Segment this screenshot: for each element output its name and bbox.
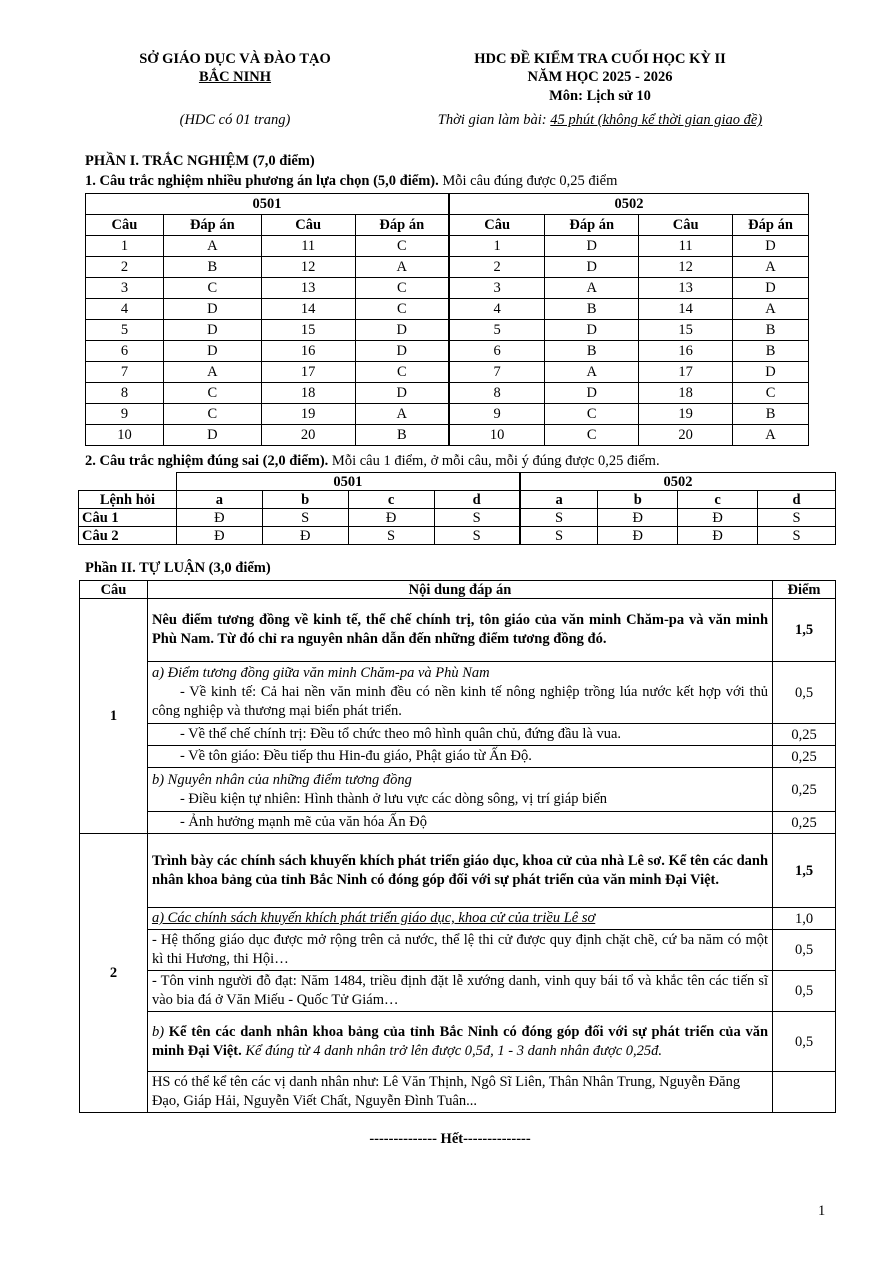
mc-header-cell: Đáp án [733,215,809,236]
ts-code-row [79,473,836,491]
mc-cell: B [545,341,639,362]
subject-title: Môn: Lịch sử 10 [549,88,651,104]
ts-cell: S [434,509,520,527]
true-false-table [78,472,836,545]
ts-cell: Đ [348,509,434,527]
ts-header-cell: b [262,491,348,509]
q1-b2-row [80,812,836,834]
mc-cell: D [355,383,449,404]
mc-row [86,236,809,257]
section1-bold-text: 1. Câu trắc nghiệm nhiều phương án lựa chọn (5,0 điểm). [85,173,439,189]
mc-cell: D [355,320,449,341]
ts-cell: Đ [678,527,758,545]
mc-cell: 2 [86,257,164,278]
q1-a2-text: - Về thể chế chính trị: Đều tổ chức theo mô hình quân chủ, đứng đầu là vua. [147,724,772,746]
department-province [100,69,370,86]
mc-cell: 16 [261,341,355,362]
mc-cell: 16 [639,341,733,362]
q2-names-text: HS có thể kể tên các vị danh nhân như: Lê Văn Thịnh, Ngô Sĩ Liên, Thân Nhân Trung, Nguyễn Đăng Đạo, Giáp Hải, Nguyễn Viết Chất, Nguyễn Đình Tuân... [147,1072,772,1113]
mc-cell: 2 [449,257,545,278]
mc-cell: A [733,425,809,446]
ts-cell: Đ [176,509,262,527]
q2-a1-text: - Hệ thống giáo dục được mở rộng trên cả nước, thể lệ thi cử được quy định chặt chẽ, cứ ba năm có một kì thi Hương, thi Hội… [147,930,772,971]
q1-a1-points: 0,5 [773,662,836,724]
mc-cell: A [163,362,261,383]
q1-a1-text: - Về kinh tế: Cả hai nền văn minh đều có nền kinh tế nông nghiệp trồng lúa nước kết hợp với thủ công nghiệp và thương mại biển phát triển. [151,684,769,719]
q1-a3-row [80,746,836,768]
part1-section2-heading [85,453,845,470]
q1-b1-row [80,768,836,812]
mc-row [86,299,809,320]
essay-header-row [80,581,836,599]
mc-cell: D [733,362,809,383]
mc-cell: 10 [86,425,164,446]
mc-cell: 8 [449,383,545,404]
q1-b-heading: b) Nguyên nhân của những điểm tương đồng [151,771,412,788]
q2-a1-row [80,930,836,971]
ts-row [79,527,836,545]
part1-title: PHẦN I. TRẮC NGHIỆM (7,0 điểm) [85,153,315,169]
mc-cell: D [545,257,639,278]
mc-cell: 11 [639,236,733,257]
essay-header-content: Nội dung đáp án [147,581,772,599]
ts-row-label: Câu 2 [79,527,177,545]
q2-b-scoring-note: Kể đúng từ 4 danh nhân trở lên được 0,5đ, 1 - 3 danh nhân được 0,25đ. [241,1042,663,1059]
mc-header-cell: Đáp án [545,215,639,236]
q2-prompt: Trình bày các chính sách khuyến khích phát triển giáo dục, khoa cử của nhà Lê sơ. Kể tên các danh nhân khoa bảng của tỉnh Bắc Ninh có đóng góp đối với sự phát triển của văn minh Đại Việt. [147,834,772,908]
q2-b-label: b) [151,1023,169,1040]
ts-cell: Đ [598,527,678,545]
mc-code-row [86,194,809,215]
mc-cell: 7 [449,362,545,383]
mc-cell: A [545,362,639,383]
q1-number: 1 [80,599,148,834]
mc-cell: C [733,383,809,404]
ts-header-cell: d [434,491,520,509]
mc-cell: 1 [449,236,545,257]
q1-b2-points: 0,25 [773,812,836,834]
exam-time [390,112,810,129]
section2-note: Mỗi câu 1 điểm, ở mỗi câu, mỗi ý đúng được 0,25 điểm. [328,453,660,469]
mc-cell: 13 [639,278,733,299]
q2-prompt-row [80,834,836,908]
q1-b2-text: - Ảnh hưởng mạnh mẽ của văn hóa Ấn Độ [147,812,772,834]
mc-cell: B [733,320,809,341]
ts-blank-corner [79,473,177,491]
q2-a-heading-row [80,908,836,930]
q2-a2-row [80,971,836,1012]
q1-part-b [147,768,772,812]
mc-cell: C [163,278,261,299]
q2-b-row [80,1012,836,1072]
mc-cell: 18 [639,383,733,404]
q1-a3-points: 0,25 [773,746,836,768]
mc-cell: 6 [449,341,545,362]
q2-a2-points: 0,5 [773,971,836,1012]
mc-code-0502: 0502 [449,194,809,215]
page-number: 1 [818,1203,826,1219]
mc-header-cell: Câu [639,215,733,236]
mc-cell: C [163,404,261,425]
ts-header-cell: Lệnh hỏi [79,491,177,509]
ts-header-cell: c [348,491,434,509]
part1-section1-heading [85,173,845,190]
ts-cell: S [758,527,836,545]
mc-cell: 5 [449,320,545,341]
mc-cell: C [355,236,449,257]
mc-cell: 3 [86,278,164,299]
mc-row [86,278,809,299]
mc-cell: 18 [261,383,355,404]
ts-code-0501: 0501 [176,473,520,491]
mc-cell: A [733,257,809,278]
q1-a3-text: - Về tôn giáo: Đều tiếp thu Hin-đu giáo, Phật giáo từ Ấn Độ. [147,746,772,768]
mc-cell: B [733,404,809,425]
mc-cell: 12 [261,257,355,278]
mc-cell: 17 [639,362,733,383]
mc-cell: D [355,341,449,362]
ts-cell: S [520,509,598,527]
mc-row [86,362,809,383]
q1-b1-text: - Điều kiện tự nhiên: Hình thành ở lưu vực các dòng sông, vị trí giáp biển [179,790,608,807]
q1-a2-row [80,724,836,746]
q2-a-heading: a) Các chính sách khuyến khích phát triển giáo dục, khoa cử của triều Lê sơ [147,908,772,930]
answer-key-page-note: (HDC có 01 trang) [179,112,291,128]
document-title: HDC ĐỀ KIỂM TRA CUỐI HỌC KỲ II [474,51,726,67]
mc-cell: 8 [86,383,164,404]
exam-time-value: 45 phút (không kể thời gian giao đề) [550,112,763,128]
q2-prompt-points: 1,5 [773,834,836,908]
mc-cell: 9 [449,404,545,425]
ts-code-0502: 0502 [520,473,836,491]
essay-header-question: Câu [80,581,148,599]
mc-cell: C [355,362,449,383]
mc-cell: 3 [449,278,545,299]
q1-part-a [147,662,772,724]
q1-prompt-row [80,599,836,662]
q2-number: 2 [80,834,148,1113]
q2-names-points-empty [773,1072,836,1113]
mc-cell: 4 [86,299,164,320]
ts-cell: S [262,509,348,527]
province-label: BẮC NINH [198,69,272,85]
mc-cell: A [545,278,639,299]
mc-cell: 13 [261,278,355,299]
q1-b1-points: 0,25 [773,768,836,812]
mc-cell: 10 [449,425,545,446]
mc-cell: 4 [449,299,545,320]
mc-cell: A [355,257,449,278]
mc-cell: B [355,425,449,446]
mc-row [86,404,809,425]
q2-a1-points: 0,5 [773,930,836,971]
mc-cell: 11 [261,236,355,257]
mc-cell: 7 [86,362,164,383]
ts-cell: Đ [262,527,348,545]
mc-cell: 19 [639,404,733,425]
ts-header-cell: a [176,491,262,509]
mc-cell: D [163,425,261,446]
mc-cell: A [733,299,809,320]
ts-header-row [79,491,836,509]
mc-row [86,425,809,446]
ts-cell: S [520,527,598,545]
mc-cell: B [163,257,261,278]
ts-header-cell: c [678,491,758,509]
mc-cell: D [733,236,809,257]
multiple-choice-table [85,193,809,446]
mc-cell: 9 [86,404,164,425]
mc-cell: 5 [86,320,164,341]
ts-cell: Đ [678,509,758,527]
q1-a-heading: a) Điểm tương đồng giữa văn minh Chăm-pa và Phù Nam [151,665,490,681]
mc-row [86,257,809,278]
ts-cell: Đ [176,527,262,545]
q1-a1-row [80,662,836,724]
q2-names-row [80,1072,836,1113]
school-year: NĂM HỌC 2025 - 2026 [527,69,673,85]
mc-cell: C [545,404,639,425]
end-marker: -------------- Hết-------------- [369,1131,531,1147]
section1-note: Mỗi câu đúng được 0,25 điểm [438,173,618,189]
mc-cell: 17 [261,362,355,383]
q2-a-points: 1,0 [773,908,836,930]
q1-prompt: Nêu điểm tương đồng về kinh tế, thể chế chính trị, tôn giáo của văn minh Chăm-pa và văn minh Phù Nam. Từ đó chỉ ra nguyên nhân dẫn đến những điểm tương đồng đó. [147,599,772,662]
mc-cell: D [545,383,639,404]
mc-cell: 12 [639,257,733,278]
mc-row [86,341,809,362]
q1-a2-points: 0,25 [773,724,836,746]
ts-row-label: Câu 1 [79,509,177,527]
ts-header-cell: a [520,491,598,509]
q2-a2-text: - Tôn vinh người đỗ đạt: Năm 1484, triều định đặt lễ xướng danh, vinh quy bái tổ và khắc tên các tiến sĩ vào bia đá ở Văn Miếu - Quốc Tử Giám… [147,971,772,1012]
mc-cell: 15 [261,320,355,341]
mc-cell: B [545,299,639,320]
section2-bold-text: 2. Câu trắc nghiệm đúng sai (2,0 điểm). [85,453,329,469]
mc-cell: 1 [86,236,164,257]
ts-row [79,509,836,527]
mc-cell: 15 [639,320,733,341]
mc-header-row [86,215,809,236]
mc-header-cell: Đáp án [163,215,261,236]
mc-cell: D [733,278,809,299]
mc-cell: D [163,320,261,341]
mc-code-0501: 0501 [86,194,449,215]
mc-header-cell: Câu [86,215,164,236]
ts-header-cell: d [758,491,836,509]
q1-prompt-points: 1,5 [773,599,836,662]
mc-cell: 19 [261,404,355,425]
mc-cell: A [163,236,261,257]
mc-row [86,320,809,341]
mc-cell: 14 [261,299,355,320]
mc-header-cell: Đáp án [355,215,449,236]
mc-cell: C [163,383,261,404]
mc-cell: C [545,425,639,446]
mc-cell: D [545,320,639,341]
mc-cell: D [163,341,261,362]
mc-cell: D [163,299,261,320]
department-name: SỞ GIÁO DỤC VÀ ĐÀO TẠO [139,51,331,67]
mc-header-cell: Câu [449,215,545,236]
mc-cell: D [545,236,639,257]
mc-header-cell: Câu [261,215,355,236]
essay-header-points: Điểm [773,581,836,599]
ts-cell: S [434,527,520,545]
ts-cell: S [758,509,836,527]
mc-cell: 20 [639,425,733,446]
essay-table [79,580,836,1113]
mc-cell: 20 [261,425,355,446]
q2-part-b [147,1012,772,1072]
mc-cell: B [733,341,809,362]
mc-cell: 14 [639,299,733,320]
mc-cell: C [355,299,449,320]
mc-cell: 6 [86,341,164,362]
ts-cell: Đ [598,509,678,527]
ts-header-cell: b [598,491,678,509]
mc-row [86,383,809,404]
mc-cell: C [355,278,449,299]
q2-b-points: 0,5 [773,1012,836,1072]
exam-time-prefix: Thời gian làm bài: [437,112,551,128]
ts-cell: S [348,527,434,545]
part2-title: Phần II. TỰ LUẬN (3,0 điểm) [85,560,271,576]
mc-cell: A [355,404,449,425]
q2-b-bold: Kể tên các danh nhân khoa bảng của tỉnh Bắc Ninh có đóng góp đối với sự phát triển của văn minh Đại Việt. [151,1023,769,1059]
